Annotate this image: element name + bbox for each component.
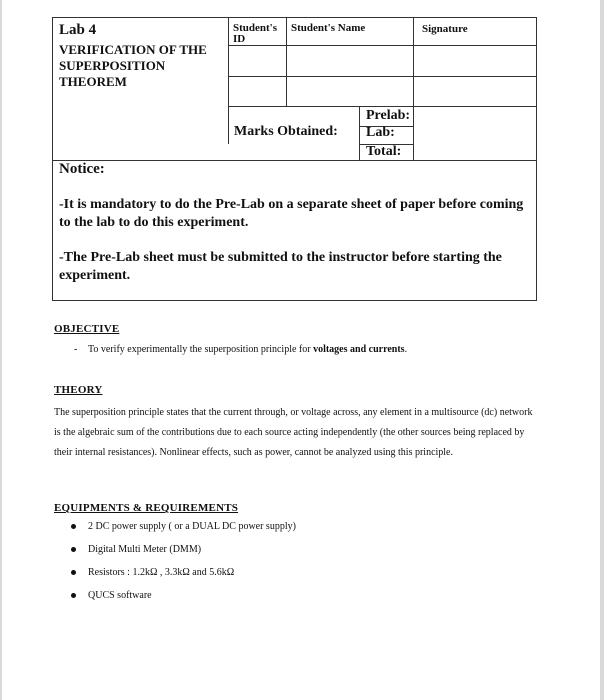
- theory-heading: THEORY: [54, 384, 103, 396]
- notice-paragraph: -It is mandatory to do the Pre-Lab on a separate sheet of paper before coming to the lab to do this experiment.: [59, 197, 524, 230]
- student-name-header: Student's Name: [291, 22, 366, 34]
- bullet-icon: [71, 524, 76, 529]
- objective-text-bold: voltages and currents: [313, 344, 405, 355]
- signature-header: Signature: [422, 23, 468, 35]
- total-label: Total:: [366, 144, 402, 159]
- notice-paragraph: -The Pre-Lab sheet must be submitted to the instructor before starting the experiment.: [59, 250, 502, 283]
- equipment-item: QUCS software: [88, 590, 152, 601]
- table-divider: [228, 76, 537, 77]
- bullet-icon: [71, 593, 76, 598]
- objective-text: [74, 344, 407, 355]
- table-divider: [359, 106, 360, 160]
- theory-paragraph: The superposition principle states that the current through, or voltage across, any element in a multisource (dc) network is the algebraic sum of the contributions due to each source acting independently (the other sources being replaced by their internal resistances). Nonlinear effects, such as power, cannot be analyzed using this principle.: [54, 407, 533, 458]
- prelab-label: Prelab:: [366, 108, 411, 123]
- lab-header-table: [52, 17, 537, 301]
- table-divider: [228, 45, 537, 46]
- table-divider: [413, 18, 414, 106]
- notice-title: Notice:: [59, 161, 105, 177]
- lab-label: Lab:: [366, 125, 395, 140]
- table-divider: [228, 106, 537, 107]
- list-item: [54, 520, 296, 543]
- equipment-item: 2 DC power supply ( or a DUAL DC power supply): [88, 521, 296, 532]
- objective-heading: OBJECTIVE: [54, 323, 120, 335]
- experiment-title: VERIFICATION OF THE SUPERPOSITION THEOREM: [59, 42, 207, 89]
- bullet-icon: [71, 547, 76, 552]
- table-divider: [53, 160, 536, 161]
- equipment-item: Resistors : 1.2kΩ , 3.3kΩ and 5.6kΩ: [88, 567, 235, 578]
- table-divider: [228, 106, 229, 144]
- objective-text-prefix: To verify experimentally the superposition principle for: [88, 344, 314, 355]
- list-item: [54, 543, 296, 566]
- list-item: [54, 566, 296, 589]
- marks-obtained-label: Marks Obtained:: [234, 124, 338, 139]
- objective-text-suffix: .: [404, 344, 408, 355]
- equipment-list: [54, 520, 296, 612]
- table-divider: [413, 106, 414, 160]
- bullet-icon: [71, 570, 76, 575]
- equipment-item: Digital Multi Meter (DMM): [88, 544, 202, 555]
- student-id-header: Student's ID: [233, 22, 278, 45]
- list-item: [54, 589, 296, 612]
- lab-number: Lab 4: [59, 22, 97, 38]
- table-divider: [286, 18, 287, 106]
- equipment-heading: EQUIPMENTS & REQUIREMENTS: [54, 502, 239, 514]
- page-right-edge: [600, 0, 604, 700]
- page-left-edge: [0, 0, 2, 700]
- dash-bullet: -: [74, 344, 78, 355]
